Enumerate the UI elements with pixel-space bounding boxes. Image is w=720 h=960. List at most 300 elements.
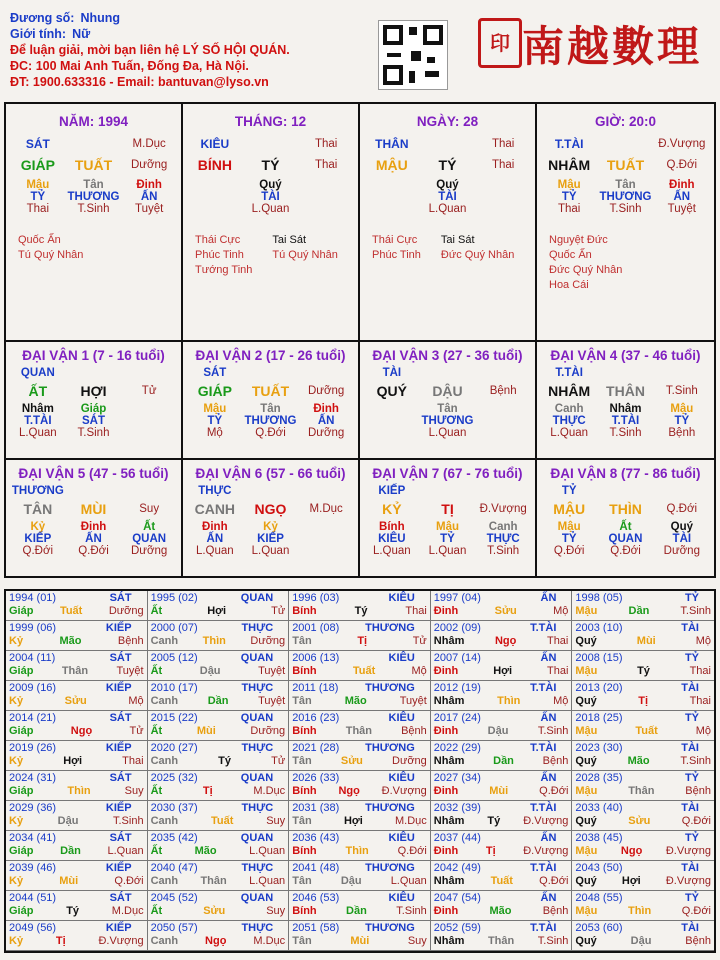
annual-cell [431, 831, 573, 861]
pillar-title: GIỜ: 20:0 [594, 114, 657, 129]
stem-state: Thai [491, 138, 515, 150]
annual-cell [148, 861, 290, 891]
hidden-stem: Đinh [80, 521, 107, 533]
annual-cell-top [9, 802, 144, 815]
annual-cell-bottom [434, 725, 569, 738]
year-ten-god: THƯƠNG [365, 862, 415, 874]
year-stem: Bính [292, 605, 317, 617]
hidden-state: Thai [557, 203, 581, 215]
annual-cell-top [434, 622, 569, 635]
dai-van-stem: QUÝ [376, 383, 407, 399]
dai-van-stem: GIÁP [197, 383, 232, 399]
dai-van-1 [6, 342, 183, 458]
year-stem: Tân [292, 695, 312, 707]
year-ten-god: KIÊU [388, 832, 415, 844]
year-state: T.Sinh [396, 905, 427, 917]
contact-line: Để luận giải, mời bạn liên hệ LÝ SỐ HỘI QUÁN. [10, 43, 290, 57]
shensha-item: Phúc Tinh [195, 249, 244, 261]
hidden-stem: Quý [259, 179, 282, 191]
hidden-god: TÀI [261, 191, 280, 203]
hidden-stem: Mậu [557, 179, 581, 191]
year-label: 2034 (41) [9, 832, 57, 844]
annual-cell-top [292, 682, 427, 695]
annual-cell [431, 921, 573, 951]
hidden-stem: Nhâm [21, 403, 54, 415]
year-stem: Đinh [433, 845, 459, 857]
annual-cell [148, 921, 290, 951]
year-label: 2050 (57) [150, 922, 198, 934]
year-ten-god: SÁT [109, 772, 132, 784]
year-ten-god: TỶ [684, 892, 699, 904]
earthly-branch: TUẤT [74, 157, 113, 173]
year-state: L.Quan [107, 845, 144, 857]
year-branch: Tị [357, 635, 368, 647]
annual-cell-bottom [9, 785, 144, 798]
annual-cell [6, 831, 148, 861]
year-stem: Nhâm [433, 755, 465, 767]
hidden-god: TỶ [674, 415, 690, 427]
year-ten-god: TÀI [681, 922, 699, 934]
year-label: 2021 (28) [292, 742, 340, 754]
year-state: M.Dục [395, 815, 427, 827]
pillar-3 [360, 104, 537, 340]
name-value: Nhung [80, 11, 121, 25]
hidden-stem: Ất [619, 521, 632, 533]
dai-van-title: ĐẠI VẬN 6 (57 - 66 tuổi) [195, 466, 346, 481]
year-label: 2040 (47) [150, 862, 198, 874]
annual-cell-top [434, 742, 569, 755]
year-label: 2007 (14) [433, 652, 481, 664]
year-branch: Ngọ [70, 725, 93, 737]
year-state: L.Quan [249, 875, 286, 887]
year-ten-god: T.TÀI [530, 682, 557, 694]
pillar-row [541, 545, 710, 557]
hidden-god: ẤN [85, 533, 102, 545]
shensha-item: Quốc Ấn [18, 234, 61, 246]
year-stem: Canh [150, 815, 179, 827]
year-label: 2004 (11) [9, 652, 56, 664]
annual-cell-top [434, 892, 569, 905]
annual-cell-top [575, 802, 711, 815]
annual-cell-top [292, 622, 427, 635]
pillar-row [541, 203, 710, 215]
year-ten-god: T.TÀI [530, 802, 557, 814]
annual-cell-bottom [151, 755, 286, 768]
pillar-1 [6, 104, 183, 340]
year-state: Đ.Vượng [665, 845, 711, 857]
year-stem: Tân [292, 935, 312, 947]
year-label: 2006 (13) [292, 652, 340, 664]
annual-cell [148, 591, 290, 621]
annual-cell [289, 651, 431, 681]
year-state: M.Dục [111, 905, 144, 917]
annual-cell [572, 681, 714, 711]
annual-cell [6, 681, 148, 711]
dai-van-stem: NHÂM [548, 383, 591, 399]
annual-cell-top [434, 682, 569, 695]
pillar-row [364, 137, 531, 151]
shensha-item: Tai Sát [440, 234, 475, 246]
pillar-row [364, 403, 531, 415]
year-label: 2045 (52) [150, 892, 198, 904]
year-label: 2052 (59) [433, 922, 481, 934]
hidden-stem: Bính [379, 521, 405, 533]
dai-van-state: M.Dục [309, 503, 343, 515]
year-branch: Sửu [64, 695, 87, 707]
dai-van-ten-god: TỶ [561, 485, 577, 497]
year-stem: Quý [575, 815, 597, 827]
hidden-state: Q.Đới [22, 545, 54, 557]
year-state: Mộ [553, 605, 569, 617]
header-info [10, 10, 370, 90]
pillar-row [10, 485, 177, 497]
dai-van-state: Suy [139, 503, 160, 515]
year-branch: Mùi [59, 875, 79, 887]
year-label: 1995 (02) [150, 592, 198, 604]
year-branch: Mùi [636, 635, 656, 647]
annual-cell-top [575, 742, 711, 755]
year-branch: Dậu [199, 665, 221, 677]
pillar-row [187, 533, 354, 545]
year-stem: Giáp [9, 845, 34, 857]
annual-cell-bottom [151, 845, 286, 858]
year-stem: Đinh [433, 785, 459, 797]
year-state: Đ.Vượng [98, 935, 144, 947]
year-stem: Kỷ [9, 635, 24, 647]
hidden-stem: Kỷ [263, 521, 278, 533]
year-label: 2053 (60) [575, 922, 623, 934]
annual-cell-top [151, 802, 286, 815]
year-stem: Đinh [433, 665, 459, 677]
annual-cell-top [9, 772, 144, 785]
annual-cell-top [434, 712, 569, 725]
annual-cell-bottom [575, 725, 711, 738]
year-ten-god: THỰC [241, 862, 274, 874]
dai-van-3 [360, 342, 537, 458]
year-ten-god: THƯƠNG [365, 922, 415, 934]
year-ten-god: KIÊU [388, 772, 415, 784]
hidden-stem: Tân [83, 179, 104, 191]
pillar-row [364, 203, 531, 215]
pillar-row [364, 383, 531, 399]
hidden-stem: Quý [436, 179, 459, 191]
year-branch: Mão [489, 905, 512, 917]
year-label: 2011 (18) [292, 682, 339, 694]
year-stem: Bính [292, 725, 317, 737]
hidden-god: T.TÀI [24, 415, 52, 427]
annual-cell-top [9, 622, 144, 635]
year-branch: Dậu [630, 935, 652, 947]
year-branch: Tị [485, 845, 496, 857]
year-branch: Thìn [67, 785, 91, 797]
annual-cell-top [434, 802, 569, 815]
year-ten-god: THƯƠNG [365, 802, 415, 814]
year-branch: Hợi [207, 605, 227, 617]
annual-cell [572, 831, 714, 861]
year-branch: Tý [487, 815, 501, 827]
stem-state: Thai [314, 138, 338, 150]
pillar-row [10, 403, 177, 415]
year-stem: Kỷ [9, 755, 24, 767]
year-state: Thai [546, 665, 569, 677]
hidden-god: TỶ [561, 533, 577, 545]
year-ten-god: THƯƠNG [365, 742, 415, 754]
year-branch: Thân [200, 875, 227, 887]
phone-email-line[interactable]: ĐT: 1900.633316 - Email: bantuvan@lyso.vn [10, 75, 269, 89]
annual-cell-bottom [9, 665, 144, 678]
year-stem: Giáp [9, 605, 34, 617]
hidden-god: KIẾP [24, 533, 52, 545]
hidden-state: L.Quan [195, 545, 234, 557]
year-label: 2023 (30) [575, 742, 623, 754]
hidden-god: TÀI [438, 191, 457, 203]
year-label: 2038 (45) [575, 832, 623, 844]
pillar-row [187, 137, 354, 151]
year-stem: Quý [575, 635, 597, 647]
year-ten-god: QUAN [240, 592, 274, 604]
year-ten-god: SÁT [109, 652, 132, 664]
hidden-state: T.Sinh [609, 203, 642, 215]
year-label: 2025 (32) [150, 772, 198, 784]
hidden-god: KIÊU [378, 533, 406, 545]
annual-cell [431, 681, 573, 711]
year-branch: Hợi [63, 755, 83, 767]
year-stem: Nhâm [433, 635, 465, 647]
year-branch: Tý [354, 605, 368, 617]
year-stem: Canh [150, 875, 179, 887]
annual-cell-bottom [151, 695, 286, 708]
ten-god-stem: SÁT [25, 137, 50, 151]
annual-cell-bottom [9, 875, 144, 888]
year-label: 2042 (49) [433, 862, 481, 874]
pillar-4 [537, 104, 714, 340]
year-stem: Giáp [9, 905, 34, 917]
annual-table [4, 589, 716, 953]
year-label: 2029 (36) [9, 802, 57, 814]
year-branch: Mão [194, 845, 217, 857]
pillar-row [10, 367, 177, 379]
year-ten-god: ẤN [540, 772, 557, 784]
year-stem: Mậu [575, 845, 598, 857]
pillar-row [10, 521, 177, 533]
year-label: 2013 (20) [575, 682, 623, 694]
year-label: 2026 (33) [292, 772, 340, 784]
year-ten-god: QUAN [240, 772, 274, 784]
year-state: T.Sinh [680, 605, 711, 617]
year-stem: Bính [292, 845, 317, 857]
year-stem: Canh [150, 935, 179, 947]
shensha-item: Hoa Cái [549, 279, 589, 291]
year-label: 2044 (51) [9, 892, 57, 904]
annual-cell-top [575, 652, 711, 665]
year-ten-god: THỰC [241, 922, 274, 934]
dai-van-7 [360, 460, 537, 576]
year-state: Mộ [128, 695, 144, 707]
year-ten-god: KIẾP [105, 682, 132, 694]
annual-cell [289, 681, 431, 711]
year-ten-god: KIÊU [388, 592, 415, 604]
year-ten-god: ẤN [540, 832, 557, 844]
pillar-row [187, 415, 354, 427]
annual-cell-bottom [9, 635, 144, 648]
branch-state: Thai [491, 159, 515, 171]
year-branch: Dần [628, 605, 650, 617]
annual-cell-bottom [292, 755, 427, 768]
year-stem: Đinh [433, 905, 459, 917]
annual-cell-top [9, 922, 144, 935]
year-stem: Giáp [9, 665, 34, 677]
year-stem: Mậu [575, 605, 598, 617]
annual-cell-top [9, 832, 144, 845]
year-branch: Thân [487, 935, 515, 947]
year-state: Thai [405, 605, 427, 617]
year-branch: Tuất [352, 665, 376, 677]
year-branch: Hợi [343, 815, 363, 827]
year-state: Tử [129, 725, 144, 737]
year-stem: Canh [150, 755, 179, 767]
hidden-stem: Mậu [670, 403, 694, 415]
pillar-title: NGÀY: 28 [416, 114, 479, 129]
ten-god-stem: KIÊU [200, 137, 230, 151]
shensha-list [364, 233, 531, 263]
year-ten-god: SÁT [109, 712, 132, 724]
annual-cell-bottom [292, 695, 427, 708]
year-branch: Mão [59, 635, 82, 647]
year-state: Thai [689, 665, 711, 677]
annual-cell-top [292, 832, 427, 845]
annual-cell [289, 891, 431, 921]
annual-cell [572, 861, 714, 891]
year-stem: Bính [292, 905, 317, 917]
year-branch: Tị [202, 785, 213, 797]
hidden-state: L.Quan [550, 427, 589, 439]
four-pillars [4, 102, 716, 342]
annual-cell [289, 861, 431, 891]
year-branch: Thìn [497, 695, 521, 707]
dai-van-title: ĐẠI VẬN 3 (27 - 36 tuổi) [372, 348, 523, 363]
year-state: Suy [266, 905, 286, 917]
year-ten-god: TÀI [681, 622, 699, 634]
pillar-row [10, 501, 177, 517]
hidden-stem: Canh [488, 521, 518, 533]
annual-cell [289, 591, 431, 621]
year-state: Thai [122, 755, 144, 767]
annual-cell-top [292, 922, 427, 935]
year-ten-god: T.TÀI [530, 862, 557, 874]
year-ten-god: THỰC [241, 742, 274, 754]
hidden-state: Tuyệt [134, 203, 164, 215]
year-state: Thai [546, 635, 569, 647]
annual-cell [572, 711, 714, 741]
annual-cell-bottom [151, 875, 286, 888]
shensha-item: Tướng Tinh [195, 264, 253, 276]
year-ten-god: SÁT [109, 832, 132, 844]
annual-cell [6, 891, 148, 921]
annual-cell [6, 621, 148, 651]
year-state: Tuyệt [399, 695, 427, 707]
annual-cell-top [434, 652, 569, 665]
year-branch: Ngọ [494, 635, 517, 647]
year-stem: Canh [150, 635, 179, 647]
annual-cell [6, 711, 148, 741]
year-stem: Mậu [575, 665, 598, 677]
annual-cell-bottom [9, 905, 144, 918]
dai-van-row-2 [4, 460, 716, 578]
year-state: Q.Đới [681, 815, 711, 827]
annual-cell-top [292, 862, 427, 875]
year-ten-god: TÀI [681, 742, 699, 754]
hidden-stem: Đinh [669, 179, 695, 191]
year-ten-god: TÀI [681, 862, 699, 874]
year-ten-god: KIẾP [105, 622, 132, 634]
year-stem: Ất [150, 785, 163, 797]
annual-cell [431, 621, 573, 651]
hidden-state: Q.Đới [553, 545, 585, 557]
year-label: 2024 (31) [9, 772, 57, 784]
annual-cell-bottom [575, 875, 711, 888]
annual-cell-bottom [292, 845, 427, 858]
year-label: 2047 (54) [433, 892, 481, 904]
annual-cell-bottom [292, 605, 427, 618]
year-label: 1998 (05) [575, 592, 623, 604]
annual-cell-bottom [575, 785, 711, 798]
annual-cell [6, 801, 148, 831]
year-stem: Tân [292, 815, 312, 827]
annual-cell-top [151, 622, 286, 635]
annual-cell-top [151, 772, 286, 785]
annual-cell-top [434, 862, 569, 875]
dai-van-ten-god: TÀI [382, 367, 402, 379]
hidden-state: Dưỡng [130, 545, 168, 557]
dai-van-title: ĐẠI VẬN 5 (47 - 56 tuổi) [18, 466, 169, 481]
annual-cell-bottom [434, 785, 569, 798]
year-label: 2032 (39) [433, 802, 481, 814]
annual-cell [431, 651, 573, 681]
annual-cell-bottom [151, 635, 286, 648]
year-label: 2001 (08) [292, 622, 340, 634]
pillar-row [541, 521, 710, 533]
annual-cell [6, 861, 148, 891]
year-branch: Sửu [340, 755, 363, 767]
pillar-row [187, 157, 354, 173]
hidden-god: QUAN [608, 533, 643, 545]
dai-van-ten-god: T.TÀI [555, 367, 583, 379]
year-label: 2019 (26) [9, 742, 57, 754]
year-state: Dưỡng [250, 725, 286, 737]
dai-van-row-1 [4, 342, 716, 460]
year-branch: Mùi [196, 725, 216, 737]
annual-cell-bottom [434, 875, 569, 888]
pillar-row [364, 179, 531, 191]
hidden-stem: Quý [670, 521, 693, 533]
annual-cell-top [292, 712, 427, 725]
hidden-god: THƯƠNG [67, 191, 120, 203]
annual-cell [431, 801, 573, 831]
name-row [10, 10, 370, 26]
annual-cell-bottom [292, 725, 427, 738]
year-state: Mộ [411, 665, 427, 677]
hidden-state: Tuyệt [667, 203, 696, 215]
earthly-branch: TÝ [261, 157, 280, 173]
annual-cell-bottom [9, 725, 144, 738]
year-branch: Hợi [621, 875, 641, 887]
year-state: L.Quan [249, 845, 286, 857]
annual-cell-bottom [9, 935, 144, 948]
annual-cell [289, 831, 431, 861]
year-ten-god: TỶ [684, 712, 699, 724]
dai-van-stem: MẬU [553, 501, 586, 517]
annual-cell-bottom [151, 605, 286, 618]
